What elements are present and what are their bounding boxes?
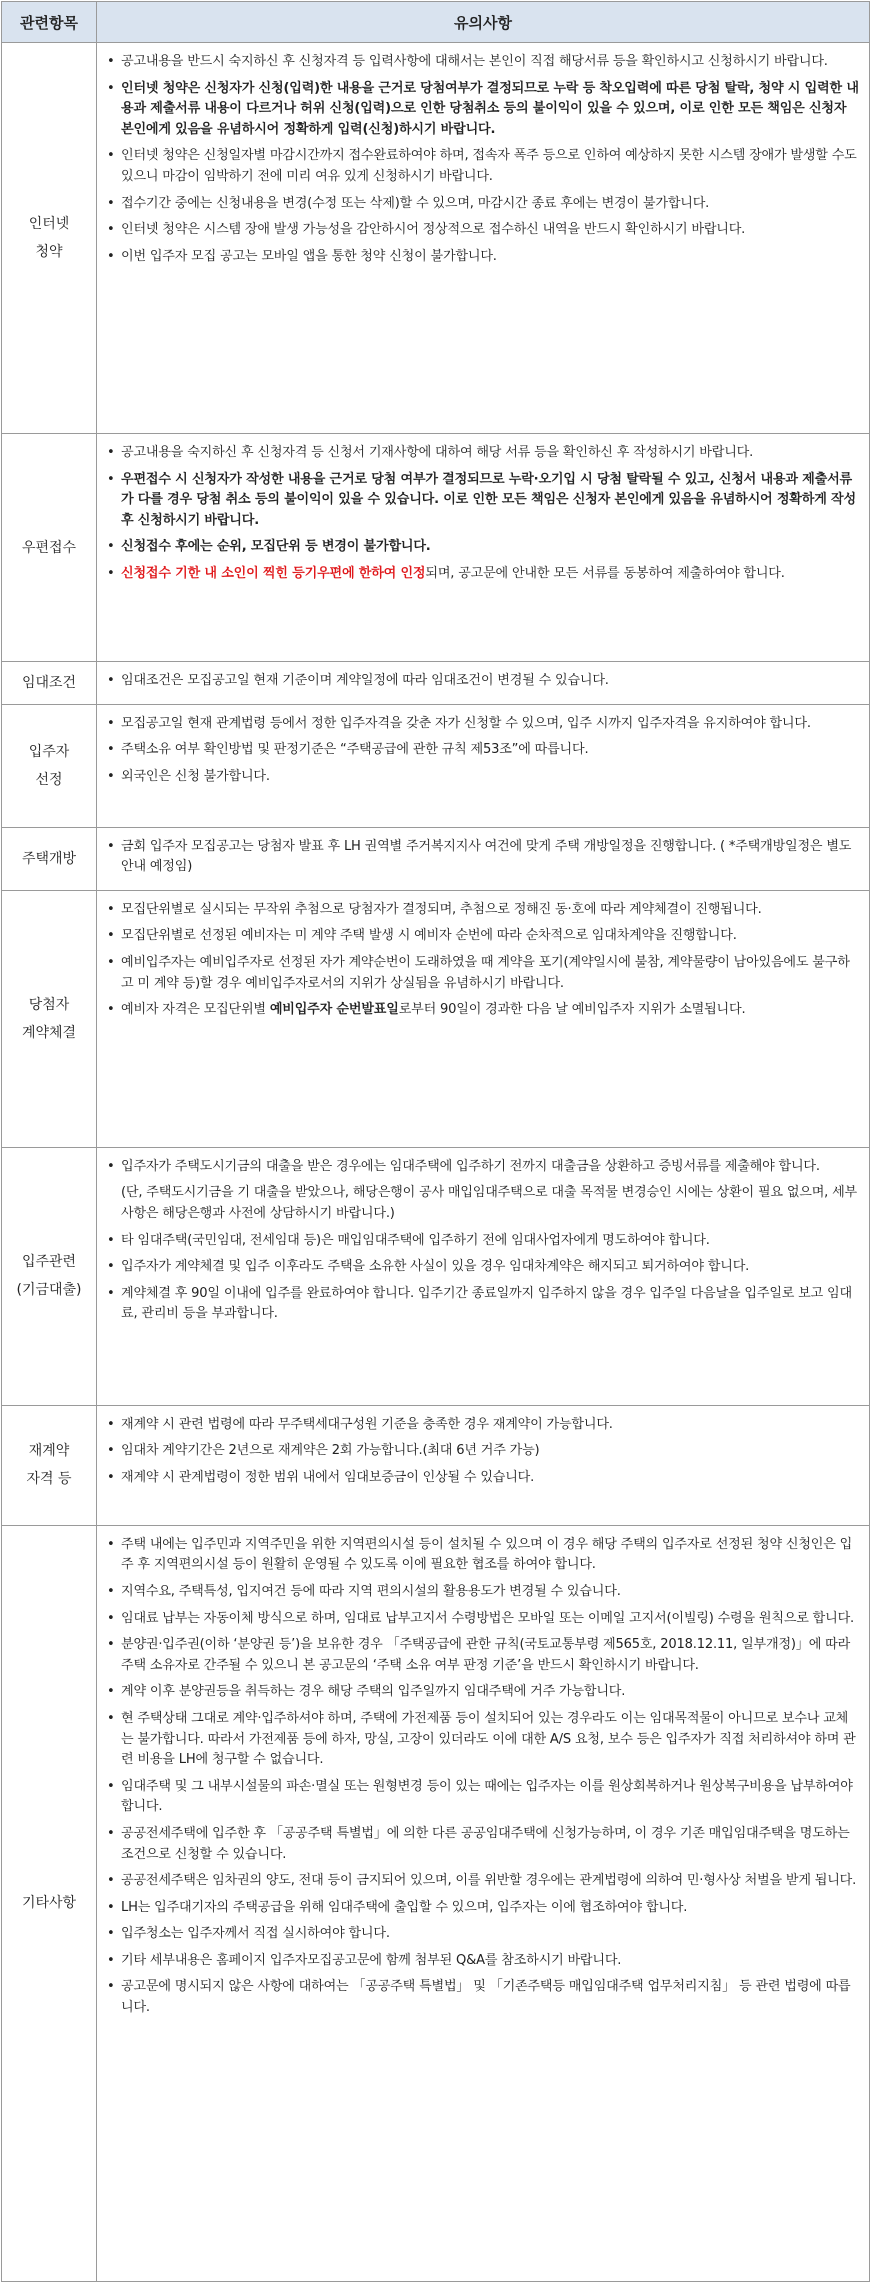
list-item — [103, 79, 859, 141]
list-item — [103, 1000, 859, 1021]
item-text: 타 임대주택(국민임대, 전세임대 등)은 매입임대주택에 입주하기 전에 임대사업자에게 명도하여야 합니다. — [121, 1232, 710, 1248]
list-item — [103, 1898, 859, 1919]
item-text: 금회 입주자 모집공고는 당첨자 발표 후 LH 권역별 주거복지지사 여건에 맞게 주택 개방일정을 진행합니다. ( *주택개방일정은 별도 안내 예정임) — [121, 838, 852, 875]
list-item — [103, 443, 859, 464]
list-item — [103, 1951, 859, 1972]
item-text: 임대차 계약기간은 2년으로 재계약은 2회 가능합니다.(최대 6년 거주 가능) — [121, 1443, 540, 1459]
item-text: 주택 내에는 입주민과 지역주민을 위한 지역편의시설 등이 설치될 수 있으며 이 경우 해당 주택의 입주자로 선정된 청약 신청인은 입주 후 지역편의시설 등이 원활히 운영될 수 있도록 이에 필요한 협조를 하여야 합니다. — [121, 1536, 853, 1573]
category-label: 입주관련 — [21, 1254, 77, 1271]
list-item — [103, 740, 859, 761]
notice-table — [1, 1, 870, 2282]
list-item — [103, 1535, 859, 1576]
item-text: 분양권·입주권(이하 ‘분양권 등’)을 보유한 경우 「주택공급에 관한 규칙(국토교통부령 제565호, 2018.12.11, 일부개정)」에 따라 주택 소유자로 간주될 수 있으니 본 공고문의 ‘주택 소유 여부 판정 기준’을 반드시 확인하시기 바랍니다. — [121, 1637, 851, 1673]
item-text: 외국인은 신청 불가합니다. — [121, 768, 270, 784]
list-item — [103, 1183, 859, 1224]
category-label: 청약 — [35, 244, 63, 260]
header-category: 관련항목 — [2, 2, 97, 43]
category-label: 계약체결 — [21, 1024, 77, 1041]
item-text: 모집단위별로 선정된 예비자는 미 계약 주택 발생 시 예비자 순번에 따라 순차적으로 임대차계약을 진행합니다. — [121, 928, 737, 944]
section-category — [2, 43, 97, 434]
list-item — [103, 1777, 859, 1818]
section-row — [2, 1525, 870, 2281]
category-label: 재계약 — [28, 1443, 70, 1460]
emphasis-red: 신청접수 기한 내 소인이 찍힌 등기우편에 한하여 인정 — [121, 565, 426, 581]
item-text: 공공전세주택은 임차권의 양도, 전대 등이 금지되어 있으며, 이를 위반할 경우에는 관계법령에 의하여 민·형사상 처벌을 받게 됩니다. — [121, 1873, 857, 1889]
notes-list — [103, 837, 859, 878]
list-item — [103, 146, 859, 187]
list-item — [103, 953, 859, 994]
list-item — [103, 1441, 859, 1462]
list-item — [103, 1871, 859, 1892]
list-item — [103, 194, 859, 215]
category-label: 임대조건 — [21, 674, 77, 691]
item-text: 모집공고일 현재 관계법령 등에서 정한 입주자격을 갖춘 자가 신청할 수 있으며, 입주 시까지 입주자격을 유지하여야 합니다. — [121, 715, 811, 731]
item-text: 인터넷 청약은 신청일자별 마감시간까지 접수완료하여야 하며, 접속자 폭주 등으로 인하여 예상하지 못한 시스템 장애가 발생할 수도 있으니 마감이 임박하기 전에 미리 여유 있게 신청하시기 바랍니다. — [121, 148, 857, 184]
list-item — [103, 1824, 859, 1865]
item-text: 접수기간 중에는 신청내용을 변경(수정 또는 삭제)할 수 있으며, 마감시간 종료 후에는 변경이 불가합니다. — [121, 195, 710, 211]
category-label: 우편접수 — [21, 539, 77, 556]
section-category — [2, 662, 97, 705]
list-item — [103, 1682, 859, 1703]
section-row — [2, 1405, 870, 1525]
list-item — [103, 767, 859, 788]
section-row — [2, 827, 870, 890]
category-label: 당첨자 — [28, 996, 70, 1013]
section-notes — [97, 827, 870, 890]
category-label: 주택개방 — [21, 850, 77, 867]
list-item — [103, 1609, 859, 1630]
item-text: 모집단위별로 실시되는 무작위 추첨으로 당첨자가 결정되며, 추첨으로 정해진 동·호에 따라 계약체결이 진행됩니다. — [121, 901, 762, 917]
list-item — [103, 1468, 859, 1489]
notes-list — [103, 714, 859, 788]
section-notes — [97, 43, 870, 434]
section-notes — [97, 1147, 870, 1405]
list-item — [103, 1924, 859, 1945]
list-item — [103, 837, 859, 878]
notes-list — [103, 52, 859, 267]
list-item — [103, 537, 859, 558]
item-text: 공공전세주택에 입주한 후 「공공주택 특별법」에 의한 다른 공공임대주택에 신청가능하며, 이 경우 기존 매입임대주택을 명도하는 조건으로 신청할 수 있습니다. — [121, 1825, 850, 1862]
list-item — [103, 1415, 859, 1436]
item-text: 입주청소는 입주자께서 직접 실시하여야 합니다. — [121, 1926, 390, 1942]
section-notes — [97, 434, 870, 662]
item-text: 기타 세부내용은 홈페이지 입주자모집공고문에 함께 첨부된 Q&A를 참조하시기 바랍니다. — [121, 1952, 622, 1968]
list-item — [103, 1635, 859, 1676]
notes-list — [103, 1157, 859, 1325]
list-item — [103, 714, 859, 735]
item-text: 임대주택 및 그 내부시설물의 파손·멸실 또는 원형변경 등이 있는 때에는 입주자는 이를 원상회복하거나 원상복구비용을 납부하여야 합니다. — [121, 1778, 853, 1815]
notes-list — [103, 443, 859, 585]
section-category — [2, 827, 97, 890]
section-category — [2, 1525, 97, 2281]
item-text: 인터넷 청약은 신청자가 신청(입력)한 내용을 근거로 당첨여부가 결정되므로 누락 등 착오입력에 따른 당첨 탈락, 청약 시 입력한 내용과 제출서류 내용이 다르거나 허위 신청(입력)으로 인한 당첨취소 등의 불이익이 있을 수 있으며, 이로 인한 모든 책임은 신청자 본인에게 있음을 유념하시어 정확하게 입력(신청)하시기 바랍니다. — [121, 80, 859, 137]
item-text: 인터넷 청약은 시스템 장애 발생 가능성을 감안하시어 정상적으로 접수하신 내역을 반드시 확인하시기 바랍니다. — [121, 222, 746, 238]
section-notes — [97, 1405, 870, 1525]
section-notes — [97, 1525, 870, 2281]
item-text: 재계약 시 관계법령이 정한 범위 내에서 임대보증금이 인상될 수 있습니다. — [121, 1469, 535, 1485]
list-item — [103, 1257, 859, 1278]
category-label: 자격 등 — [26, 1471, 72, 1488]
list-item — [103, 900, 859, 921]
item-text: 재계약 시 관련 법령에 따라 무주택세대구성원 기준을 충족한 경우 재계약이 가능합니다. — [121, 1416, 613, 1432]
list-item — [103, 52, 859, 73]
item-text: 주택소유 여부 확인방법 및 판정기준은 “주택공급에 관한 규칙 제53조”에 따릅니다. — [121, 742, 589, 758]
item-text: 신청접수 후에는 순위, 모집단위 등 변경이 불가합니다. — [121, 539, 431, 555]
section-notes — [97, 890, 870, 1147]
category-label: (기금대출) — [16, 1282, 82, 1299]
section-row — [2, 43, 870, 434]
item-text: 지역수요, 주택특성, 입지여건 등에 따라 지역 편의시설의 활용용도가 변경될 수 있습니다. — [121, 1583, 621, 1599]
list-item — [103, 247, 859, 268]
section-category — [2, 890, 97, 1147]
item-text: 예비입주자는 예비입주자로 선정된 자가 계약순번이 도래하였을 때 계약을 포기(계약일시에 불참, 계약물량이 남아있음에도 불구하고 미 계약 등)할 경우 예비입주자로서의 지위가 상실됨을 유념하시기 바랍니다. — [121, 954, 850, 991]
section-category — [2, 1405, 97, 1525]
category-label: 선정 — [35, 771, 63, 788]
list-item — [103, 671, 859, 692]
item-text: 공고내용을 반드시 숙지하신 후 신청자격 등 입력사항에 대해서는 본인이 직접 해당서류 등을 확인하시고 신청하시기 바랍니다. — [121, 54, 828, 69]
section-notes — [97, 662, 870, 705]
item-text: 공고내용을 숙지하신 후 신청자격 등 신청서 기재사항에 대하여 해당 서류 등을 확인하신 후 작성하시기 바랍니다. — [121, 445, 754, 460]
section-row — [2, 662, 870, 705]
item-text: 공고문에 명시되지 않은 사항에 대하여는 「공공주택 특별법」 및 「기존주택등 매입임대주택 업무처리지침」 등 관련 법령에 따릅니다. — [121, 1979, 851, 2016]
item-text: 입주자가 계약체결 및 입주 이후라도 주택을 소유한 사실이 있을 경우 임대차계약은 해지되고 퇴거하여야 합니다. — [121, 1259, 750, 1275]
list-item — [103, 1231, 859, 1252]
notes-list — [103, 1535, 859, 2019]
section-category — [2, 434, 97, 662]
list-item — [103, 1977, 859, 2018]
category-label: 인터넷 — [28, 216, 70, 232]
item-text: 되며, 공고문에 안내한 모든 서류를 동봉하여 제출하여야 합니다. — [425, 565, 785, 581]
section-row — [2, 1147, 870, 1405]
list-item — [103, 564, 859, 585]
header-row — [2, 2, 870, 43]
item-text: 이번 입주자 모집 공고는 모바일 앱을 통한 청약 신청이 불가합니다. — [121, 248, 497, 264]
item-text: 임대료 납부는 자동이체 방식으로 하며, 임대료 납부고지서 수령방법은 모바일 또는 이메일 고지서(이빌링) 수령을 원칙으로 합니다. — [121, 1610, 854, 1626]
notes-list — [103, 671, 859, 692]
notes-list — [103, 1415, 859, 1489]
section-notes — [97, 704, 870, 827]
category-label: 기타사항 — [21, 1895, 77, 1912]
list-item — [103, 470, 859, 532]
section-row — [2, 434, 870, 662]
item-text: 계약 이후 분양권등을 취득하는 경우 해당 주택의 입주일까지 임대주택에 거주 가능합니다. — [121, 1684, 626, 1700]
text-before: 예비자 자격은 모집단위별 — [121, 1002, 270, 1018]
section-row — [2, 704, 870, 827]
notes-list — [103, 900, 859, 1021]
section-row — [2, 890, 870, 1147]
list-item — [103, 1709, 859, 1771]
item-text: 계약체결 후 90일 이내에 입주를 완료하여야 합니다. 입주기간 종료일까지 입주하지 않을 경우 입주일 다음날을 입주일로 보고 임대료, 관리비 등을 부과합니다. — [121, 1285, 852, 1322]
emphasis-bold: 예비입주자 순번발표일 — [269, 1002, 399, 1018]
list-item — [103, 220, 859, 241]
item-text: 임대조건은 모집공고일 현재 기준이며 계약일정에 따라 임대조건이 변경될 수 있습니다. — [121, 673, 609, 688]
header-notes: 유의사항 — [97, 2, 870, 43]
list-item — [103, 926, 859, 947]
section-category — [2, 1147, 97, 1405]
list-item — [103, 1582, 859, 1603]
category-label: 입주자 — [28, 743, 70, 760]
item-text: 로부터 90일이 경과한 다음 날 예비입주자 지위가 소멸됩니다. — [398, 1002, 746, 1018]
item-text: 우편접수 시 신청자가 작성한 내용을 근거로 당첨 여부가 결정되므로 누락·오기입 시 당첨 탈락될 수 있고, 신청서 내용과 제출서류가 다를 경우 당첨 취소 등의 불이익이 있을 수 있습니다. 이로 인한 모든 책임은 신청자 본인에게 있음을 유념하시어 정확하게 작성 후 신청하시기 바랍니다. — [121, 471, 856, 528]
list-item — [103, 1284, 859, 1325]
item-text: 현 주택상태 그대로 계약·입주하셔야 하며, 주택에 가전제품 등이 설치되어 있는 경우라도 이는 임대목적물이 아니므로 보수나 교체는 불가합니다. 따라서 가전제품 등에 하자, 망실, 고장이 있더라도 이에 대한 A/S 요청, 보수 등은 입주자가 직접 처리하셔야 하며 관련 비용을 LH에 청구할 수 없습니다. — [121, 1710, 856, 1768]
item-text: (단, 주택도시기금을 기 대출을 받았으나, 해당은행이 공사 매입임대주택으로 대출 목적물 변경승인 시에는 상환이 필요 없으며, 세부사항은 해당은행과 사전에 상담하시기 바랍니다.) — [121, 1185, 857, 1221]
section-category — [2, 704, 97, 827]
item-text: LH는 입주대기자의 주택공급을 위해 임대주택에 출입할 수 있으며, 입주자는 이에 협조하여야 합니다. — [121, 1899, 688, 1915]
list-item — [103, 1157, 859, 1178]
item-text: 입주자가 주택도시기금의 대출을 받은 경우에는 임대주택에 입주하기 전까지 대출금을 상환하고 증빙서류를 제출해야 합니다. — [121, 1158, 820, 1174]
